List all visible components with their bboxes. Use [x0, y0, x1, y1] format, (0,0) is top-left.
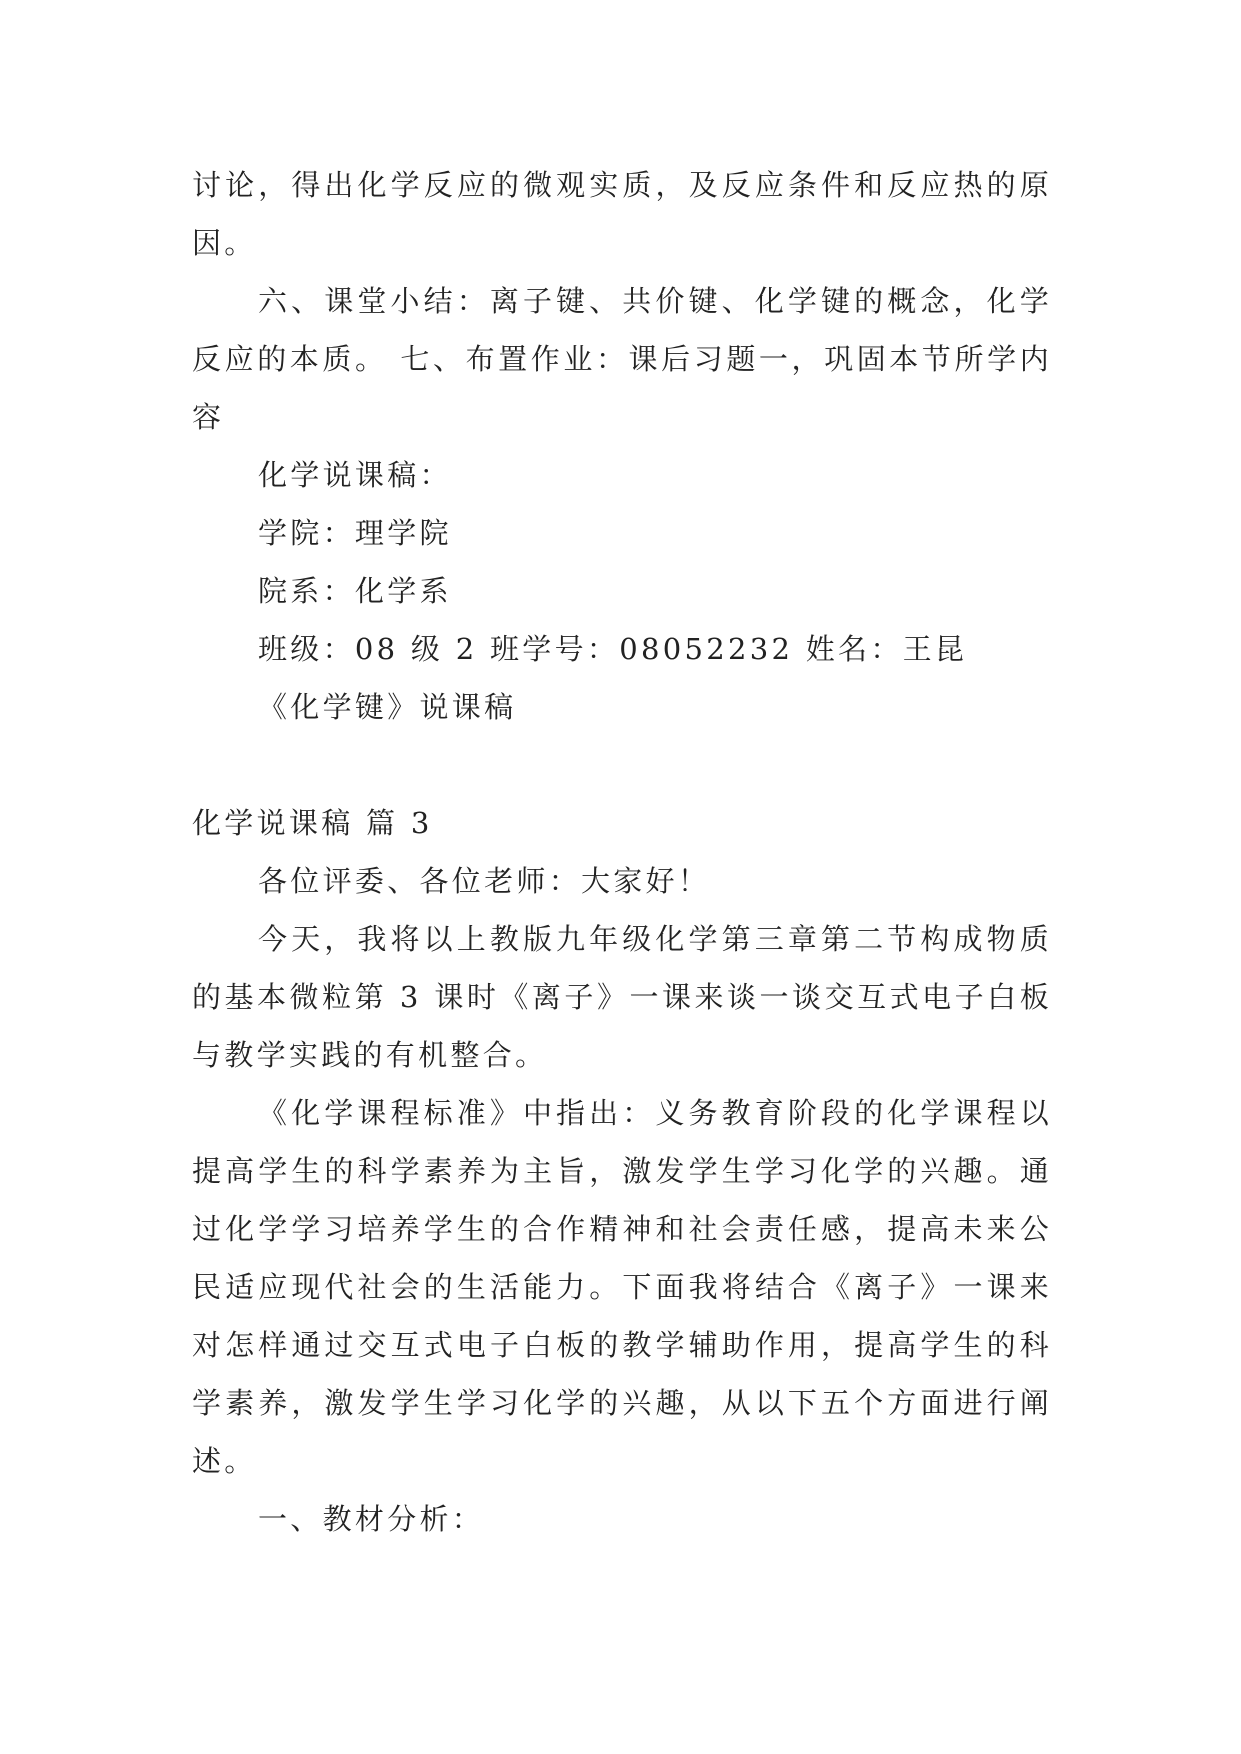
paragraph-greeting: 各位评委、各位老师：大家好！ — [258, 864, 711, 898]
section-heading: 化学说课稿 篇 3 — [192, 806, 433, 840]
paragraph-discussion: 讨论，得出化学反应的微观实质，及反应条件和反应热的原因。 — [192, 168, 1052, 260]
paragraph-lecture-title: 《化学键》说课稿 — [258, 690, 517, 724]
paragraph-class-info: 班级：08 级 2 班学号：08052232 姓名：王昆 — [258, 632, 968, 666]
section-spacer — [192, 736, 1052, 794]
paragraph-textbook-analysis: 一、教材分析： — [258, 1502, 485, 1536]
paragraph-introduction: 今天，我将以上教版九年级化学第三章第二节构成物质的基本微粒第 3 课时《离子》一课来谈一谈交互式电子白板与教学实践的有机整合。 — [192, 922, 1052, 1072]
paragraph-department: 院系：化学系 — [258, 574, 452, 608]
paragraph-curriculum-standard: 《化学课程标准》中指出：义务教育阶段的化学课程以提高学生的科学素养为主旨，激发学生学习化学的兴趣。通过化学学习培养学生的合作精神和社会责任感，提高未来公民适应现代社会的生活能力。下面我将结合《离子》一课来对怎样通过交互式电子白板的教学辅助作用，提高学生的科学素养，激发学生学习化学的兴趣，从以下五个方面进行阐述。 — [192, 1096, 1052, 1478]
paragraph-title-label: 化学说课稿： — [258, 458, 452, 492]
paragraph-summary-homework: 六、课堂小结：离子键、共价键、化学键的概念，化学反应的本质。 七、布置作业：课后习题一，巩固本节所学内容 — [192, 284, 1052, 434]
document-body — [192, 156, 1052, 1548]
paragraph-college: 学院：理学院 — [258, 516, 452, 550]
